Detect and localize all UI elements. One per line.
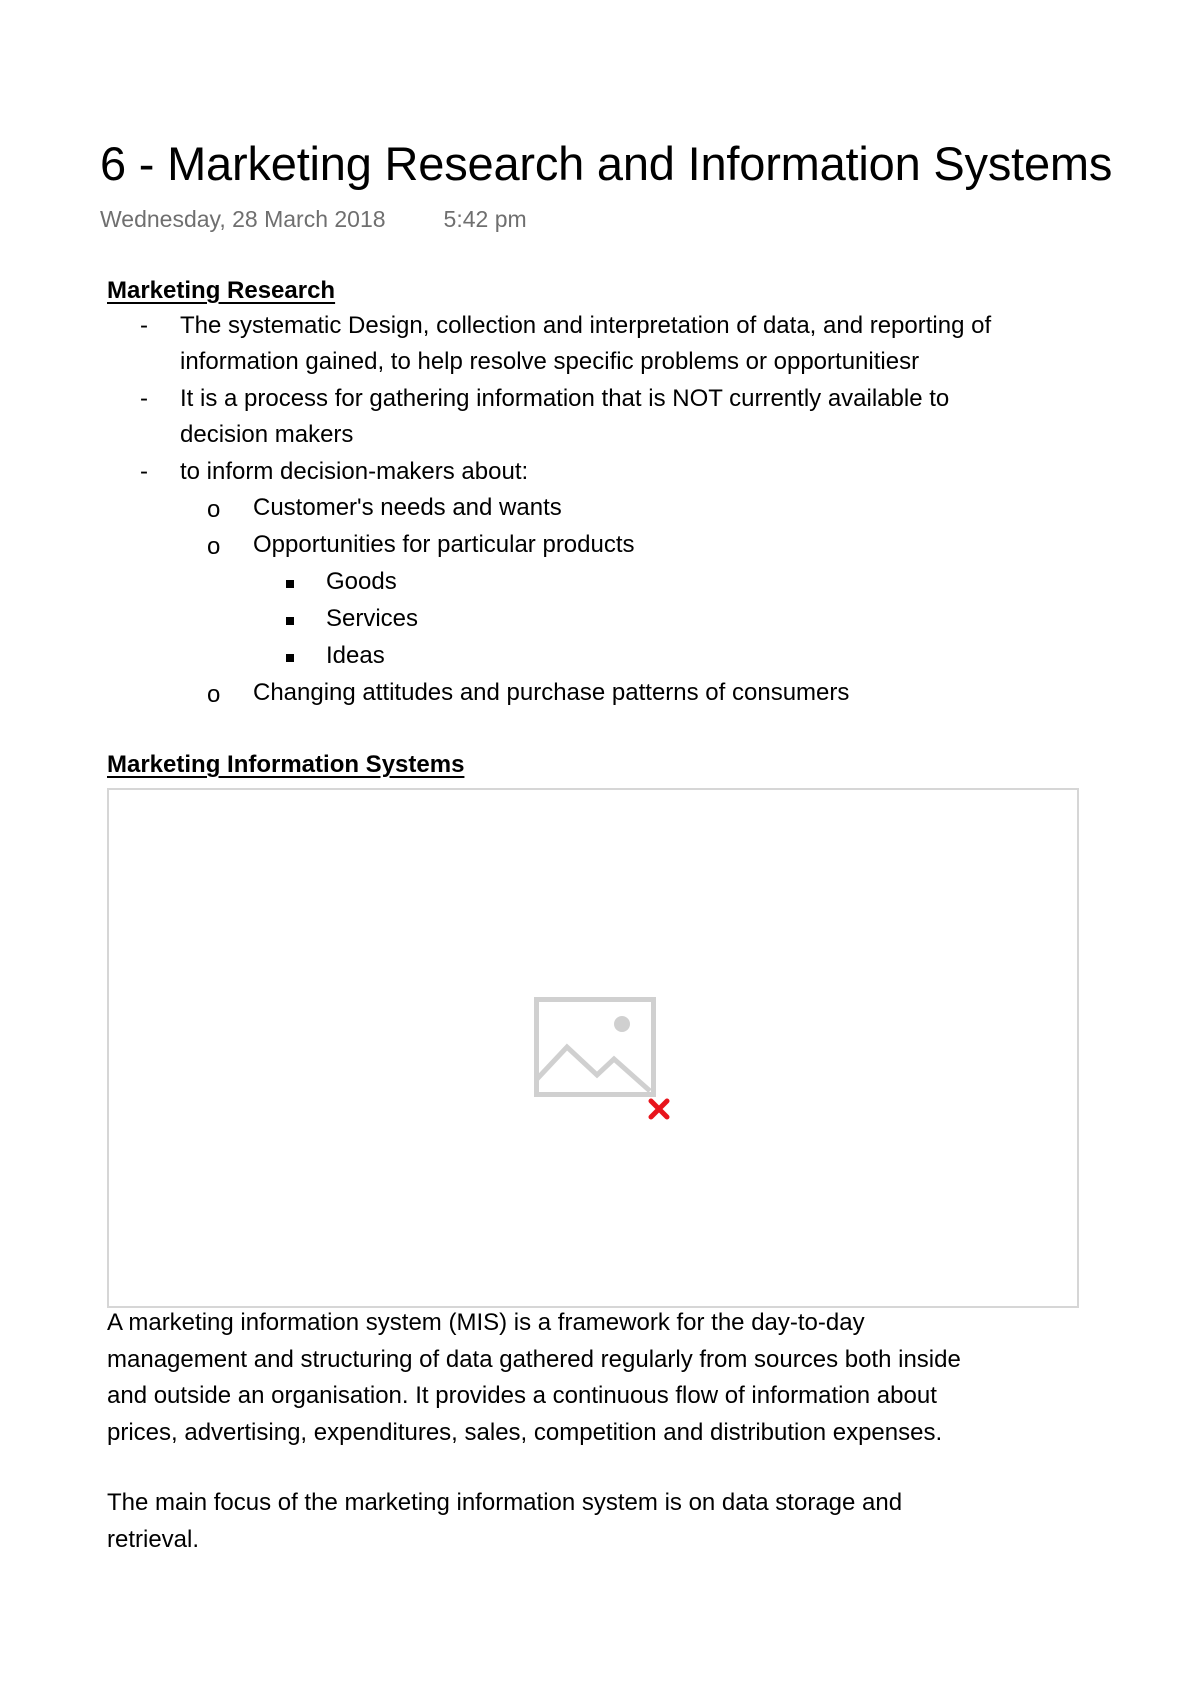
embedded-image-placeholder <box>107 788 1079 1308</box>
mis-focus-paragraph <box>107 1485 1107 1558</box>
dash-bullet-marker: - <box>140 312 148 339</box>
list-item-text: The systematic Design, collection and interpretation of data, and reporting of <box>180 312 992 339</box>
product-item-text: Services <box>326 605 419 632</box>
paragraph-line: prices, advertising, expenditures, sales, competition and distribution expenses. <box>107 1418 943 1446</box>
section-heading-marketing-information-systems: Marketing Information Systems <box>107 751 465 778</box>
list-item-text: It is a process for gathering information that is NOT currently available to <box>180 385 950 412</box>
paragraph-line: retrieval. <box>107 1525 200 1553</box>
circle-bullet-marker: o <box>207 496 221 523</box>
circle-bullet-marker: o <box>207 681 221 708</box>
list-item-text: to inform decision-makers about: <box>180 458 529 485</box>
sub-list-item-text: Customer's needs and wants <box>253 494 562 521</box>
list-item-text: decision makers <box>180 421 354 448</box>
square-bullet-marker <box>286 617 294 625</box>
product-item-text: Goods <box>326 568 397 595</box>
paragraph-line: A marketing information system (MIS) is a framework for the day-to-day <box>107 1309 865 1336</box>
paragraph-line: The main focus of the marketing information system is on data storage and <box>107 1489 903 1516</box>
square-bullet-marker <box>286 654 294 662</box>
paragraph-line: and outside an organisation. It provides a continuous flow of information about <box>107 1382 937 1409</box>
product-item-text: Ideas <box>326 642 385 669</box>
mis-definition-paragraph <box>107 1305 1107 1451</box>
page-time: 5:42 pm <box>443 206 527 232</box>
section-heading-marketing-research: Marketing Research <box>107 277 336 304</box>
paragraph-line: management and structuring of data gathered regularly from sources both inside <box>107 1345 961 1373</box>
sub-list-item-text: Opportunities for particular products <box>253 531 635 558</box>
page-meta <box>100 204 527 234</box>
circle-bullet-marker: o <box>207 533 221 560</box>
dash-bullet-marker: - <box>140 458 148 485</box>
square-bullet-marker <box>286 580 294 588</box>
sub-list-item-text: Changing attitudes and purchase patterns of consumers <box>253 679 850 706</box>
broken-image-x-icon <box>648 1098 670 1120</box>
list-item-text: information gained, to help resolve specific problems or opportunitiesr <box>180 348 920 375</box>
page-date: Wednesday, 28 March 2018 <box>100 206 386 232</box>
image-placeholder-icon <box>534 997 656 1097</box>
dash-bullet-marker: - <box>140 385 148 412</box>
page-title: 6 - Marketing Research and Information Systems <box>100 137 1113 190</box>
